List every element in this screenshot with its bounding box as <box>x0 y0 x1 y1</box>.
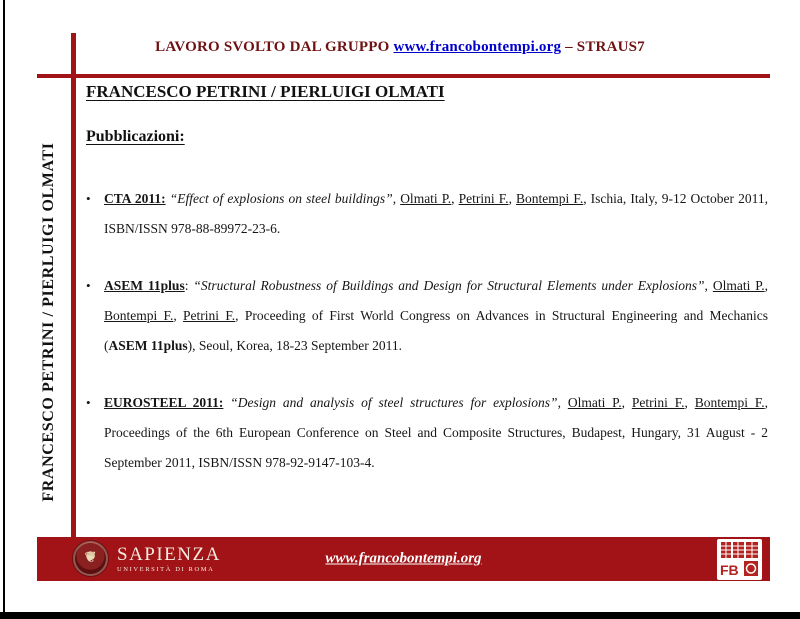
pub-segment: , <box>173 308 184 323</box>
pub-segment: , Proceeding of First World Congress on Advances in Structural Engineering and Mechanics ( <box>104 308 768 353</box>
sapienza-wordmark <box>117 545 221 573</box>
pub-segment-author: Olmati P. <box>400 191 452 206</box>
pub-segment-author: Olmati P. <box>712 278 765 293</box>
publication-item-asem-11plus <box>86 271 768 361</box>
horizontal-red-rule <box>37 74 770 78</box>
pub-segment: ASEM 11plus <box>104 278 185 293</box>
pub-segment: , <box>621 395 632 410</box>
pub-segment-author: Bontempi F. <box>104 308 174 323</box>
footer-bar <box>37 537 770 581</box>
pub-segment: EUROSTEEL 2011: <box>104 395 224 410</box>
main-content <box>86 82 768 505</box>
page-left-border <box>3 0 5 619</box>
fbo-seal-letters: FB <box>720 562 739 578</box>
publication-text <box>104 271 768 361</box>
sapienza-emblem-glyph: ❦ <box>84 550 97 566</box>
vertical-red-rule <box>71 33 76 537</box>
pub-segment-author: Bontempi F. <box>516 191 584 206</box>
pub-segment-author: Olmati P. <box>567 395 622 410</box>
pub-segment-author: Petrini F. <box>631 395 685 410</box>
section-heading: Pubblicazioni: <box>86 128 185 145</box>
publication-text <box>104 388 768 478</box>
pub-segment: ), Seoul, Korea, 18-23 September 2011. <box>187 338 402 353</box>
header-link[interactable]: www.francobontempi.org <box>393 39 562 55</box>
pub-segment: , <box>704 278 713 293</box>
pub-segment: , Proceedings of the 6th European Conference on Steel and Composite Structures, Budapest, Hungary, 31 August - 2 September 2011, ISBN/ISSN 978-92-9147-103-4. <box>104 395 769 470</box>
publications-list <box>86 184 768 478</box>
sapienza-subtitle: UNIVERSITÀ DI ROMA <box>117 565 215 573</box>
bullet-icon: • <box>86 191 91 206</box>
publication-item-cta-2011 <box>86 184 768 244</box>
pub-segment: , <box>684 395 695 410</box>
pub-segment: : <box>184 278 194 293</box>
sapienza-emblem-icon <box>73 541 108 576</box>
fbo-seal-icon <box>717 539 762 580</box>
publication-item-eurosteel-2011 <box>86 388 768 478</box>
pub-segment: “Structural Robustness of Buildings and Design for Structural Elements under Explosions” <box>193 278 705 293</box>
pub-segment: CTA 2011: <box>104 191 166 206</box>
pub-segment: , <box>557 395 568 410</box>
page-bottom-border <box>0 612 800 619</box>
sapienza-logo <box>73 541 221 576</box>
pub-segment-author: Petrini F. <box>183 308 236 323</box>
pub-segment: , <box>508 191 517 206</box>
pub-segment-author: Bontempi F. <box>694 395 765 410</box>
pub-segment: “Effect of explosions on steel buildings” <box>169 191 393 206</box>
footer-link[interactable]: www.francobontempi.org <box>325 550 482 567</box>
bullet-icon: • <box>86 395 91 410</box>
header-line <box>30 39 770 56</box>
pub-segment-author: Petrini F. <box>458 191 509 206</box>
pub-segment: , <box>392 191 401 206</box>
pub-segment: , <box>764 278 768 293</box>
sapienza-name: SAPIENZA <box>117 543 221 565</box>
publication-text <box>104 184 768 244</box>
bullet-icon: • <box>86 278 91 293</box>
page-title: FRANCESCO PETRINI / PIERLUIGI OLMATI <box>86 82 445 101</box>
vertical-authors-label: FRANCESCO PETRINI / PIERLUIGI OLMATI <box>40 142 57 502</box>
header-prefix: LAVORO SVOLTO DAL GRUPPO <box>155 39 394 55</box>
pub-segment: “Design and analysis of steel structures for explosions” <box>230 395 558 410</box>
header-suffix: – STRAUS7 <box>561 39 645 55</box>
pub-segment: , <box>451 191 459 206</box>
pub-segment: ASEM 11plus <box>108 338 188 353</box>
pub-segment: , Ischia, Italy, 9-12 October 2011, ISBN/ISSN 978-88-89972-23-6. <box>104 191 769 236</box>
